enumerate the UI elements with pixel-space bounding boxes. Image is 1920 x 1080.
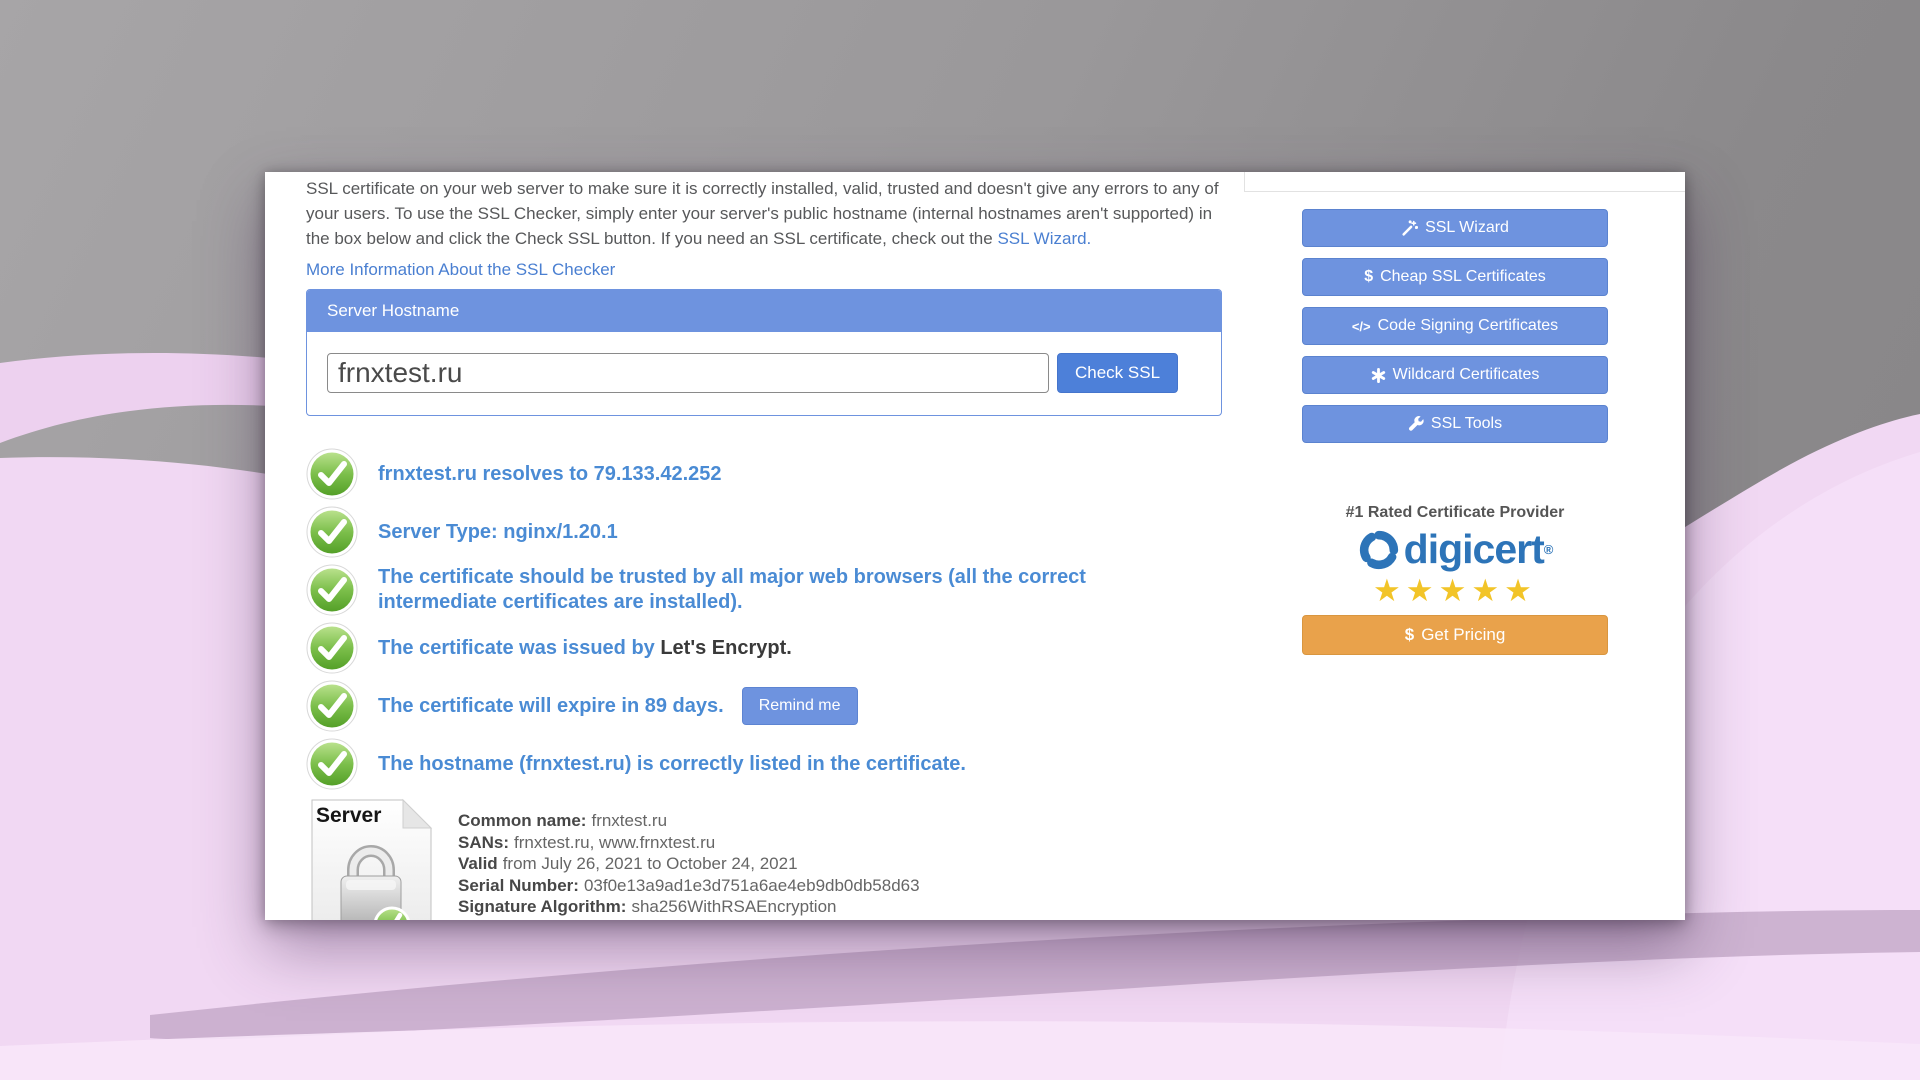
result-text: The hostname (frnxtest.ru) is correctly listed in the certificate.: [378, 752, 966, 775]
wrench-icon: [1408, 416, 1424, 432]
check-icon: [306, 448, 358, 500]
ssl-wizard-link[interactable]: SSL Wizard.: [997, 229, 1092, 248]
sidebar-top-divider: [1244, 172, 1685, 192]
digicert-logo[interactable]: [1302, 526, 1608, 573]
certificate-details-block: [306, 796, 1222, 920]
check-icon: [306, 680, 358, 732]
result-text: The certificate should be trusted by all major web browsers (all the correct intermediate certificates are installed).: [378, 566, 1086, 613]
button-label: Code Signing Certificates: [1377, 317, 1559, 334]
button-label: Get Pricing: [1421, 625, 1506, 644]
intro-paragraph: [306, 176, 1222, 251]
cert-field: Common name: frnxtest.ru: [458, 811, 668, 830]
check-icon: [306, 622, 358, 674]
svg-text:Server: Server: [316, 804, 382, 827]
result-row: [306, 564, 1222, 616]
main-content: [306, 172, 1222, 920]
cert-field: SANs: frnxtest.ru, www.frnxtest.ru: [458, 832, 716, 852]
panel-body: [307, 332, 1221, 415]
dollar-icon: $: [1364, 268, 1374, 285]
dollar-icon: $: [1404, 625, 1415, 644]
button-label: SSL Wizard: [1425, 219, 1509, 236]
rating-heading: #1 Rated Certificate Provider: [1345, 504, 1565, 521]
get-pricing-button[interactable]: [1302, 615, 1608, 655]
ssl-wizard-button[interactable]: [1302, 209, 1608, 247]
result-row: [306, 506, 1222, 558]
result-row: [306, 738, 1222, 790]
result-text: The certificate will expire in 89 days.: [378, 694, 724, 717]
result-text: [378, 636, 792, 661]
intro-text: SSL certificate on your web server to make sure it is correctly installed, valid, trusted and doesn't give any errors to any of your users. To use the SSL Checker, simply enter your server's public hostname (internal hostnames aren't supported) in the box below and click the Check SSL button. If you need an SSL certificate, check out the: [306, 179, 1219, 248]
cert-field: Signature Algorithm: sha256WithRSAEncryption: [458, 897, 837, 917]
result-row: [306, 622, 1222, 674]
asterisk-icon: [1371, 368, 1386, 383]
code-signing-certificates-button[interactable]: [1302, 307, 1608, 345]
button-label: SSL Tools: [1430, 415, 1503, 432]
cert-field: Serial Number: 03f0e13a9ad1e3d751a6ae4eb9db0db58d63: [458, 875, 920, 895]
digicert-swirl-icon: [1357, 528, 1401, 572]
hostname-input[interactable]: [327, 353, 1049, 393]
registered-mark: ®: [1543, 542, 1554, 557]
certificate-fields: [458, 796, 920, 920]
check-icon: [306, 738, 358, 790]
result-row: [306, 448, 1222, 500]
issuer-name: Let's Encrypt.: [660, 636, 792, 659]
server-certificate-icon: [306, 796, 437, 920]
ssl-checker-page: [265, 172, 1685, 920]
results-list: [306, 448, 1222, 790]
more-info-link[interactable]: More Information About the SSL Checker: [306, 260, 616, 279]
check-icon: [306, 506, 358, 558]
cert-field: Valid from July 26, 2021 to October 24, 2021: [458, 854, 798, 874]
code-icon: </>: [1351, 318, 1371, 334]
panel-header: Server Hostname: [307, 290, 1221, 332]
result-text: Server Type: nginx/1.20.1: [378, 520, 618, 543]
digicert-wordmark: digicert: [1403, 526, 1544, 572]
wand-icon: [1401, 220, 1418, 237]
button-label: Wildcard Certificates: [1392, 366, 1540, 383]
remind-me-button[interactable]: Remind me: [742, 687, 858, 725]
check-ssl-button[interactable]: Check SSL: [1057, 353, 1178, 393]
cheap-ssl-certificates-button[interactable]: [1302, 258, 1608, 296]
sidebar: [1302, 209, 1608, 655]
five-star-rating: ★★★★★: [1373, 573, 1537, 608]
check-icon: [306, 564, 358, 616]
wildcard-certificates-button[interactable]: [1302, 356, 1608, 394]
ssl-tools-button[interactable]: [1302, 405, 1608, 443]
result-text-blue: The certificate was issued by: [378, 636, 661, 659]
button-label: Cheap SSL Certificates: [1380, 268, 1546, 285]
result-row: [306, 680, 1222, 732]
result-text: frnxtest.ru resolves to 79.133.42.252: [378, 462, 722, 485]
server-hostname-panel: [306, 289, 1222, 416]
